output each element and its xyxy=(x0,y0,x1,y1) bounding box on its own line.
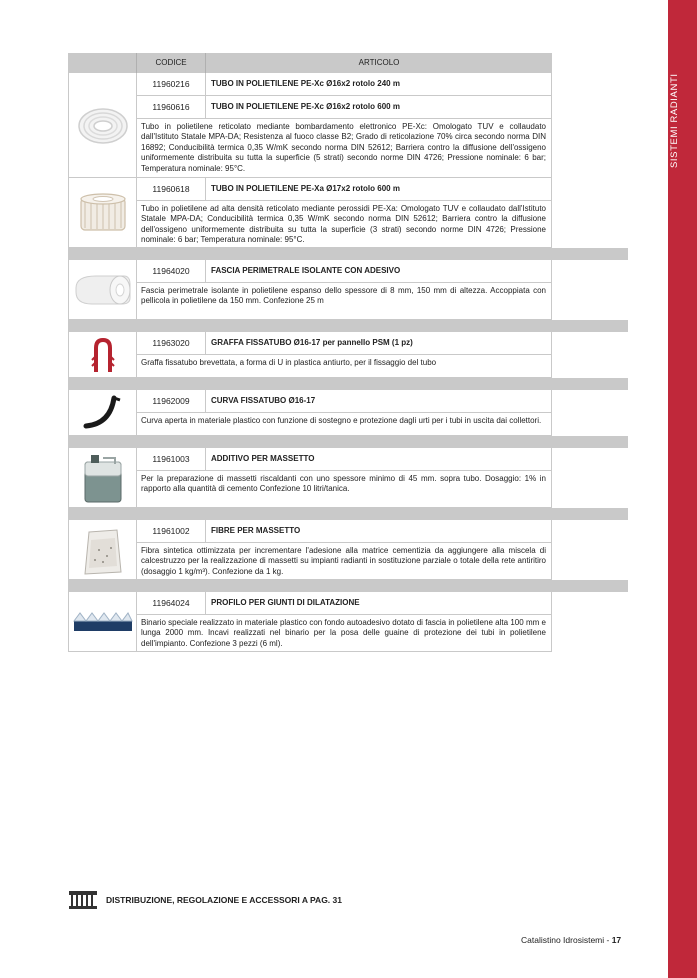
table-row xyxy=(137,390,551,413)
header-article: ARTICOLO xyxy=(205,53,552,73)
separator xyxy=(68,248,628,260)
product-code: 11962009 xyxy=(152,396,190,406)
product-description: Curva aperta in materiale plastico con funzione di sostegno e protezione dagli urti per i tubi in uscita dai collettori. xyxy=(141,416,542,425)
table-row xyxy=(137,332,551,355)
product-name: TUBO IN POLIETILENE PE-Xa Ø17x2 rotolo 600 m xyxy=(205,178,551,200)
product-code: 11960216 xyxy=(152,79,190,89)
expansion-profile-icon xyxy=(69,592,136,651)
product-code: 11964024 xyxy=(152,598,190,608)
product-name: CURVA FISSATUBO Ø16-17 xyxy=(205,390,551,412)
product-group xyxy=(68,260,552,320)
product-name: PROFILO PER GIUNTI DI DILATAZIONE xyxy=(205,592,551,614)
page-footer xyxy=(521,935,621,945)
product-code: 11964020 xyxy=(152,266,190,276)
product-description: Binario speciale realizzato in materiale plastico con fondo autoadesivo dotato di fascia in polietilene alta 100 mm e lunga 2000 mm. Incavi realizzati nel binario per la posa delle guaine di protezione dei tubi in polietilene dell'impianto. Confezione 3 pezzi (6 ml). xyxy=(141,618,546,648)
product-description: Tubo in polietilene reticolato mediante bombardamento elettronico PE-Xc: Omologato TUV e collaudato dall'Istituto Statale MPA-DA; Resistenza al fuoco classe B2; Grado di reticolazione 70% circa secondo norma DIN 16892; Conducibilità termica 0,35 W/mK secondo norma DIN 52612; Barriera contro la diffusione dell'ossigeno uniformemente distribuita su tutta la superficie (5 strati) secondo norme DIN 4726; Pressione nominale: 6 bar; Temperatura nominale: 95°C. xyxy=(141,122,546,173)
table-header xyxy=(68,53,552,73)
product-name: GRAFFA FISSATUBO Ø16-17 per pannello PSM (1 pz) xyxy=(205,332,551,354)
product-code: 11960616 xyxy=(152,102,190,112)
canister-icon xyxy=(69,448,136,507)
product-group xyxy=(68,520,552,580)
pipe-coil-large-icon xyxy=(69,178,136,247)
table-row xyxy=(137,96,551,119)
table-row xyxy=(137,448,551,471)
table-row xyxy=(137,73,551,96)
product-group xyxy=(68,592,552,652)
table-row xyxy=(137,178,551,201)
table-row xyxy=(137,260,551,283)
product-description: Tubo in polietilene ad alta densità reticolato mediante perossidi PE-Xa: Omologato TUV e collaudato dall'Istituto Statale MPA-DA; Conducibilità termica 0,35 W/mK secondo norma DIN 52612; Barriera contro la diffusione dell'ossigeno uniformemente distribuita su tutta la superficie (3 strati) secondo norme DIN 4726; Pressione nominale: 6 bar; Temperatura nominale: 95°C. xyxy=(141,204,546,245)
product-group xyxy=(68,390,552,436)
header-code: CODICE xyxy=(136,53,205,73)
bend-support-icon xyxy=(69,390,136,435)
foam-band-roll-icon xyxy=(69,260,136,319)
product-group xyxy=(68,178,552,248)
product-name: TUBO IN POLIETILENE PE-Xc Ø16x2 rotolo 600 m xyxy=(205,96,551,118)
separator xyxy=(68,320,628,332)
table-row xyxy=(137,592,551,615)
separator xyxy=(68,580,628,592)
product-description: Fibra sintetica ottimizzata per incrementare l'adesione alla matrice cementizia da aggiungere alla miscela di calcestruzzo per la realizzazione di massetti su impianti radianti in sostituzione parziale o totale della rete antiritiro (dosaggio 1 kg/m³). Confezione da 1 kg. xyxy=(141,546,546,576)
product-name: ADDITIVO PER MASSETTO xyxy=(205,448,551,470)
crossref-link[interactable]: DISTRIBUZIONE, REGOLAZIONE E ACCESSORI A PAG. 31 xyxy=(106,895,342,905)
page-number: 17 xyxy=(611,935,622,945)
table-row xyxy=(137,520,551,543)
product-group xyxy=(68,448,552,508)
u-clip-icon xyxy=(69,332,136,377)
product-code: 11960618 xyxy=(152,184,190,194)
product-code: 11961003 xyxy=(152,454,190,464)
pipe-coil-icon xyxy=(69,73,136,177)
product-table xyxy=(68,53,552,652)
product-description: Fascia perimetrale isolante in polietilene espanso dello spessore di 8 mm, 150 mm di altezza. Accoppiata con pellicola in polietilene da 150 mm. Confezione 25 m xyxy=(141,286,546,306)
manifold-icon xyxy=(68,890,98,910)
separator xyxy=(68,436,628,448)
fiber-bag-icon xyxy=(69,520,136,579)
product-group xyxy=(68,332,552,378)
product-description: Per la preparazione di massetti riscaldanti con uno spessore minimo di 45 mm. sopra tubo. Dosaggio: 1% in rapporto alla quantità di cemento Confezione 10 litri/tanica. xyxy=(141,474,546,494)
separator xyxy=(68,508,628,520)
product-name: FIBRE PER MASSETTO xyxy=(205,520,551,542)
product-code: 11961002 xyxy=(152,526,190,536)
product-description: Graffa fissatubo brevettata, a forma di U in plastica antiurto, per il fissaggio del tubo xyxy=(141,358,437,367)
section-label: SISTEMI RADIANTI xyxy=(669,73,680,168)
separator xyxy=(68,378,628,390)
product-name: TUBO IN POLIETILENE PE-Xc Ø16x2 rotolo 240 m xyxy=(205,73,551,95)
product-name: FASCIA PERIMETRALE ISOLANTE CON ADESIVO xyxy=(205,260,551,282)
product-group xyxy=(68,73,552,178)
catalog-name: Catalistino Idrosistemi - xyxy=(521,935,612,945)
product-code: 11963020 xyxy=(152,338,190,348)
